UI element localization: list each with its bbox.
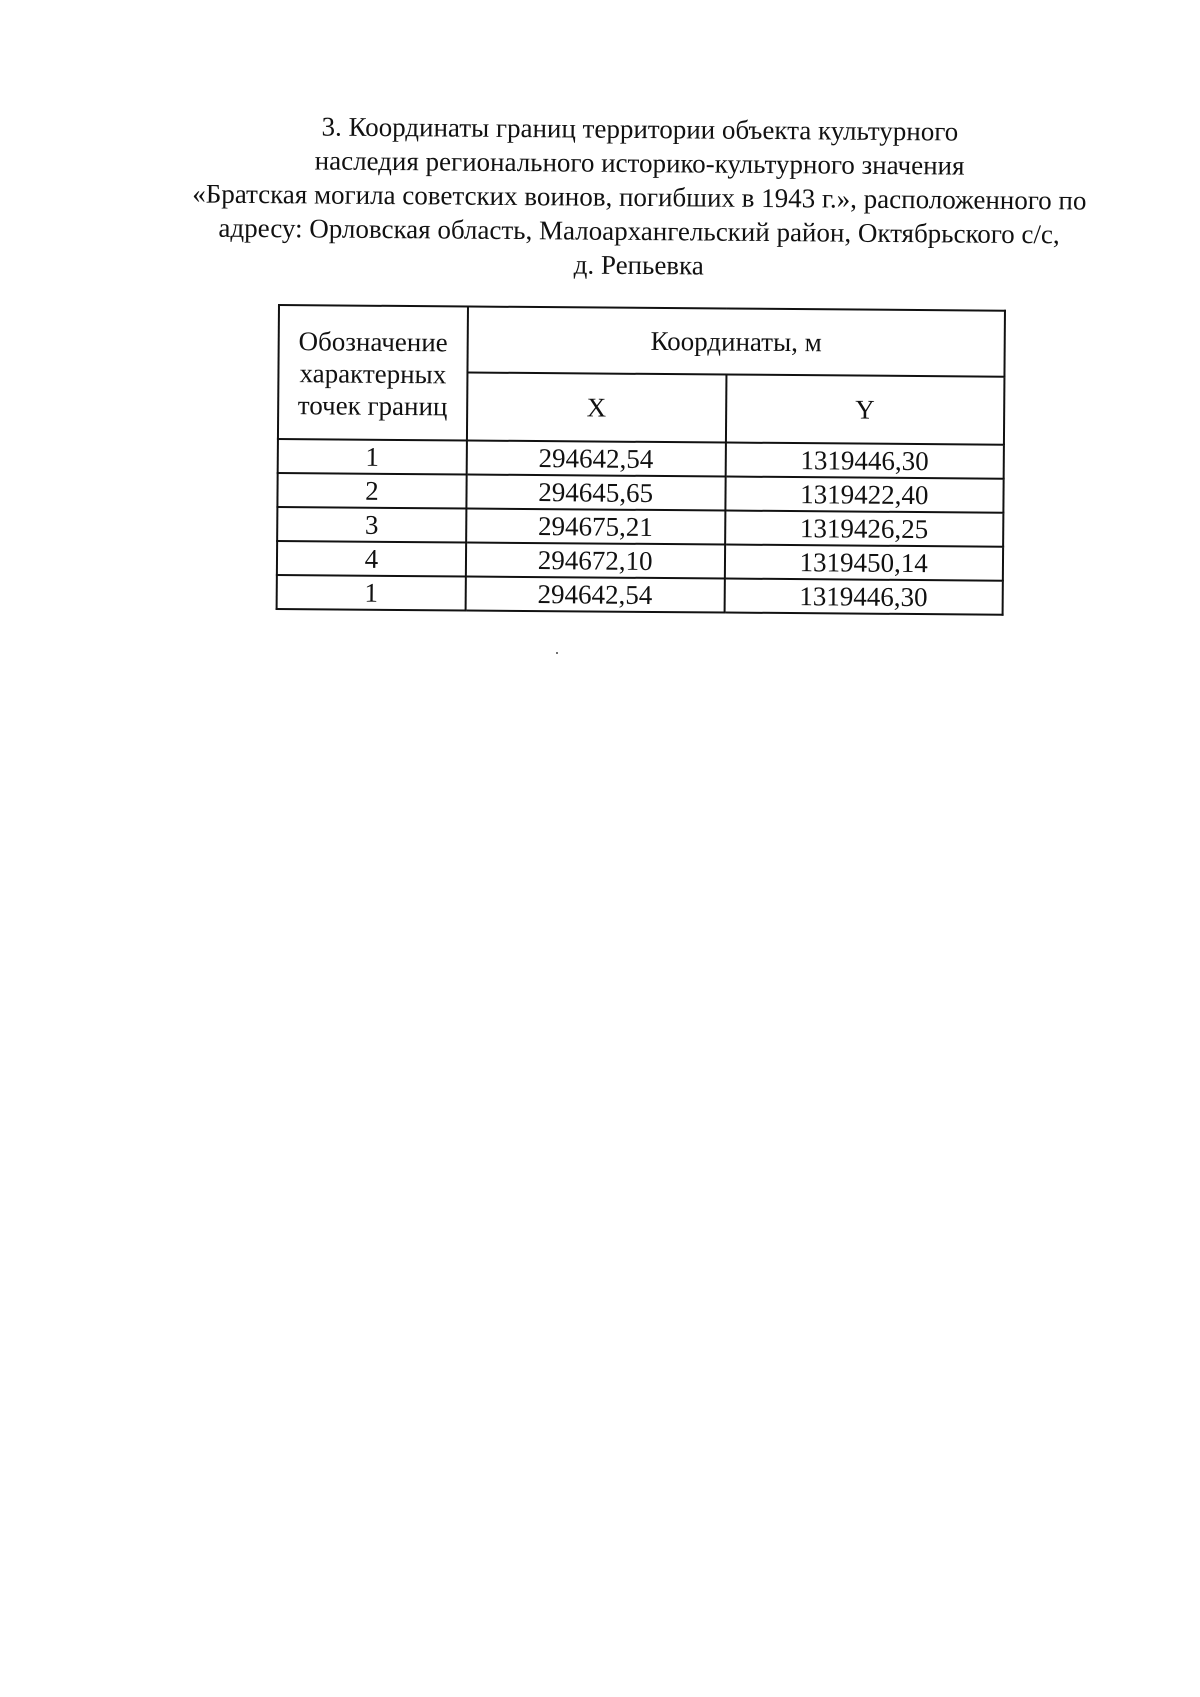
table-header-row <box>278 305 1004 377</box>
cell-point: 3 <box>277 507 466 542</box>
heading-line: д. Репьевка <box>573 249 704 281</box>
cell-point: 1 <box>277 575 466 610</box>
cell-point: 4 <box>277 541 466 576</box>
heading-line: адресу: Орловская область, Малоархангельский район, Октябрьского с/с, <box>218 212 1060 250</box>
table-row <box>277 473 1003 513</box>
cell-point: 2 <box>277 473 466 508</box>
cell-x: 294642,54 <box>465 576 724 612</box>
cell-y: 1319422,40 <box>725 477 1004 513</box>
scan-speck <box>556 652 558 654</box>
header-y: Y <box>725 375 1004 445</box>
header-x: X <box>467 372 726 442</box>
table-row <box>277 541 1003 581</box>
coordinates-table <box>276 304 1006 616</box>
header-point-label: Обозначение характерных точек границ <box>278 305 468 440</box>
cell-y: 1319446,30 <box>724 579 1003 615</box>
header-coordinates: Координаты, м <box>467 306 1005 376</box>
cell-y: 1319426,25 <box>725 511 1004 547</box>
cell-x: 294642,54 <box>467 440 726 476</box>
cell-x: 294672,10 <box>466 542 725 578</box>
table-row <box>277 575 1003 615</box>
table-row <box>277 507 1003 547</box>
cell-y: 1319446,30 <box>725 443 1004 479</box>
document-heading <box>159 108 1120 286</box>
heading-line: «Братская могила советских воинов, погибших в 1943 г.», расположенного по <box>192 178 1087 216</box>
cell-y: 1319450,14 <box>724 545 1003 581</box>
heading-line: 3. Координаты границ территории объекта культурного <box>321 111 959 147</box>
cell-x: 294675,21 <box>466 508 725 544</box>
table-row <box>278 439 1004 479</box>
cell-x: 294645,65 <box>466 474 725 510</box>
cell-point: 1 <box>278 439 467 474</box>
heading-line: наследия регионального историко-культурного значения <box>314 145 965 181</box>
